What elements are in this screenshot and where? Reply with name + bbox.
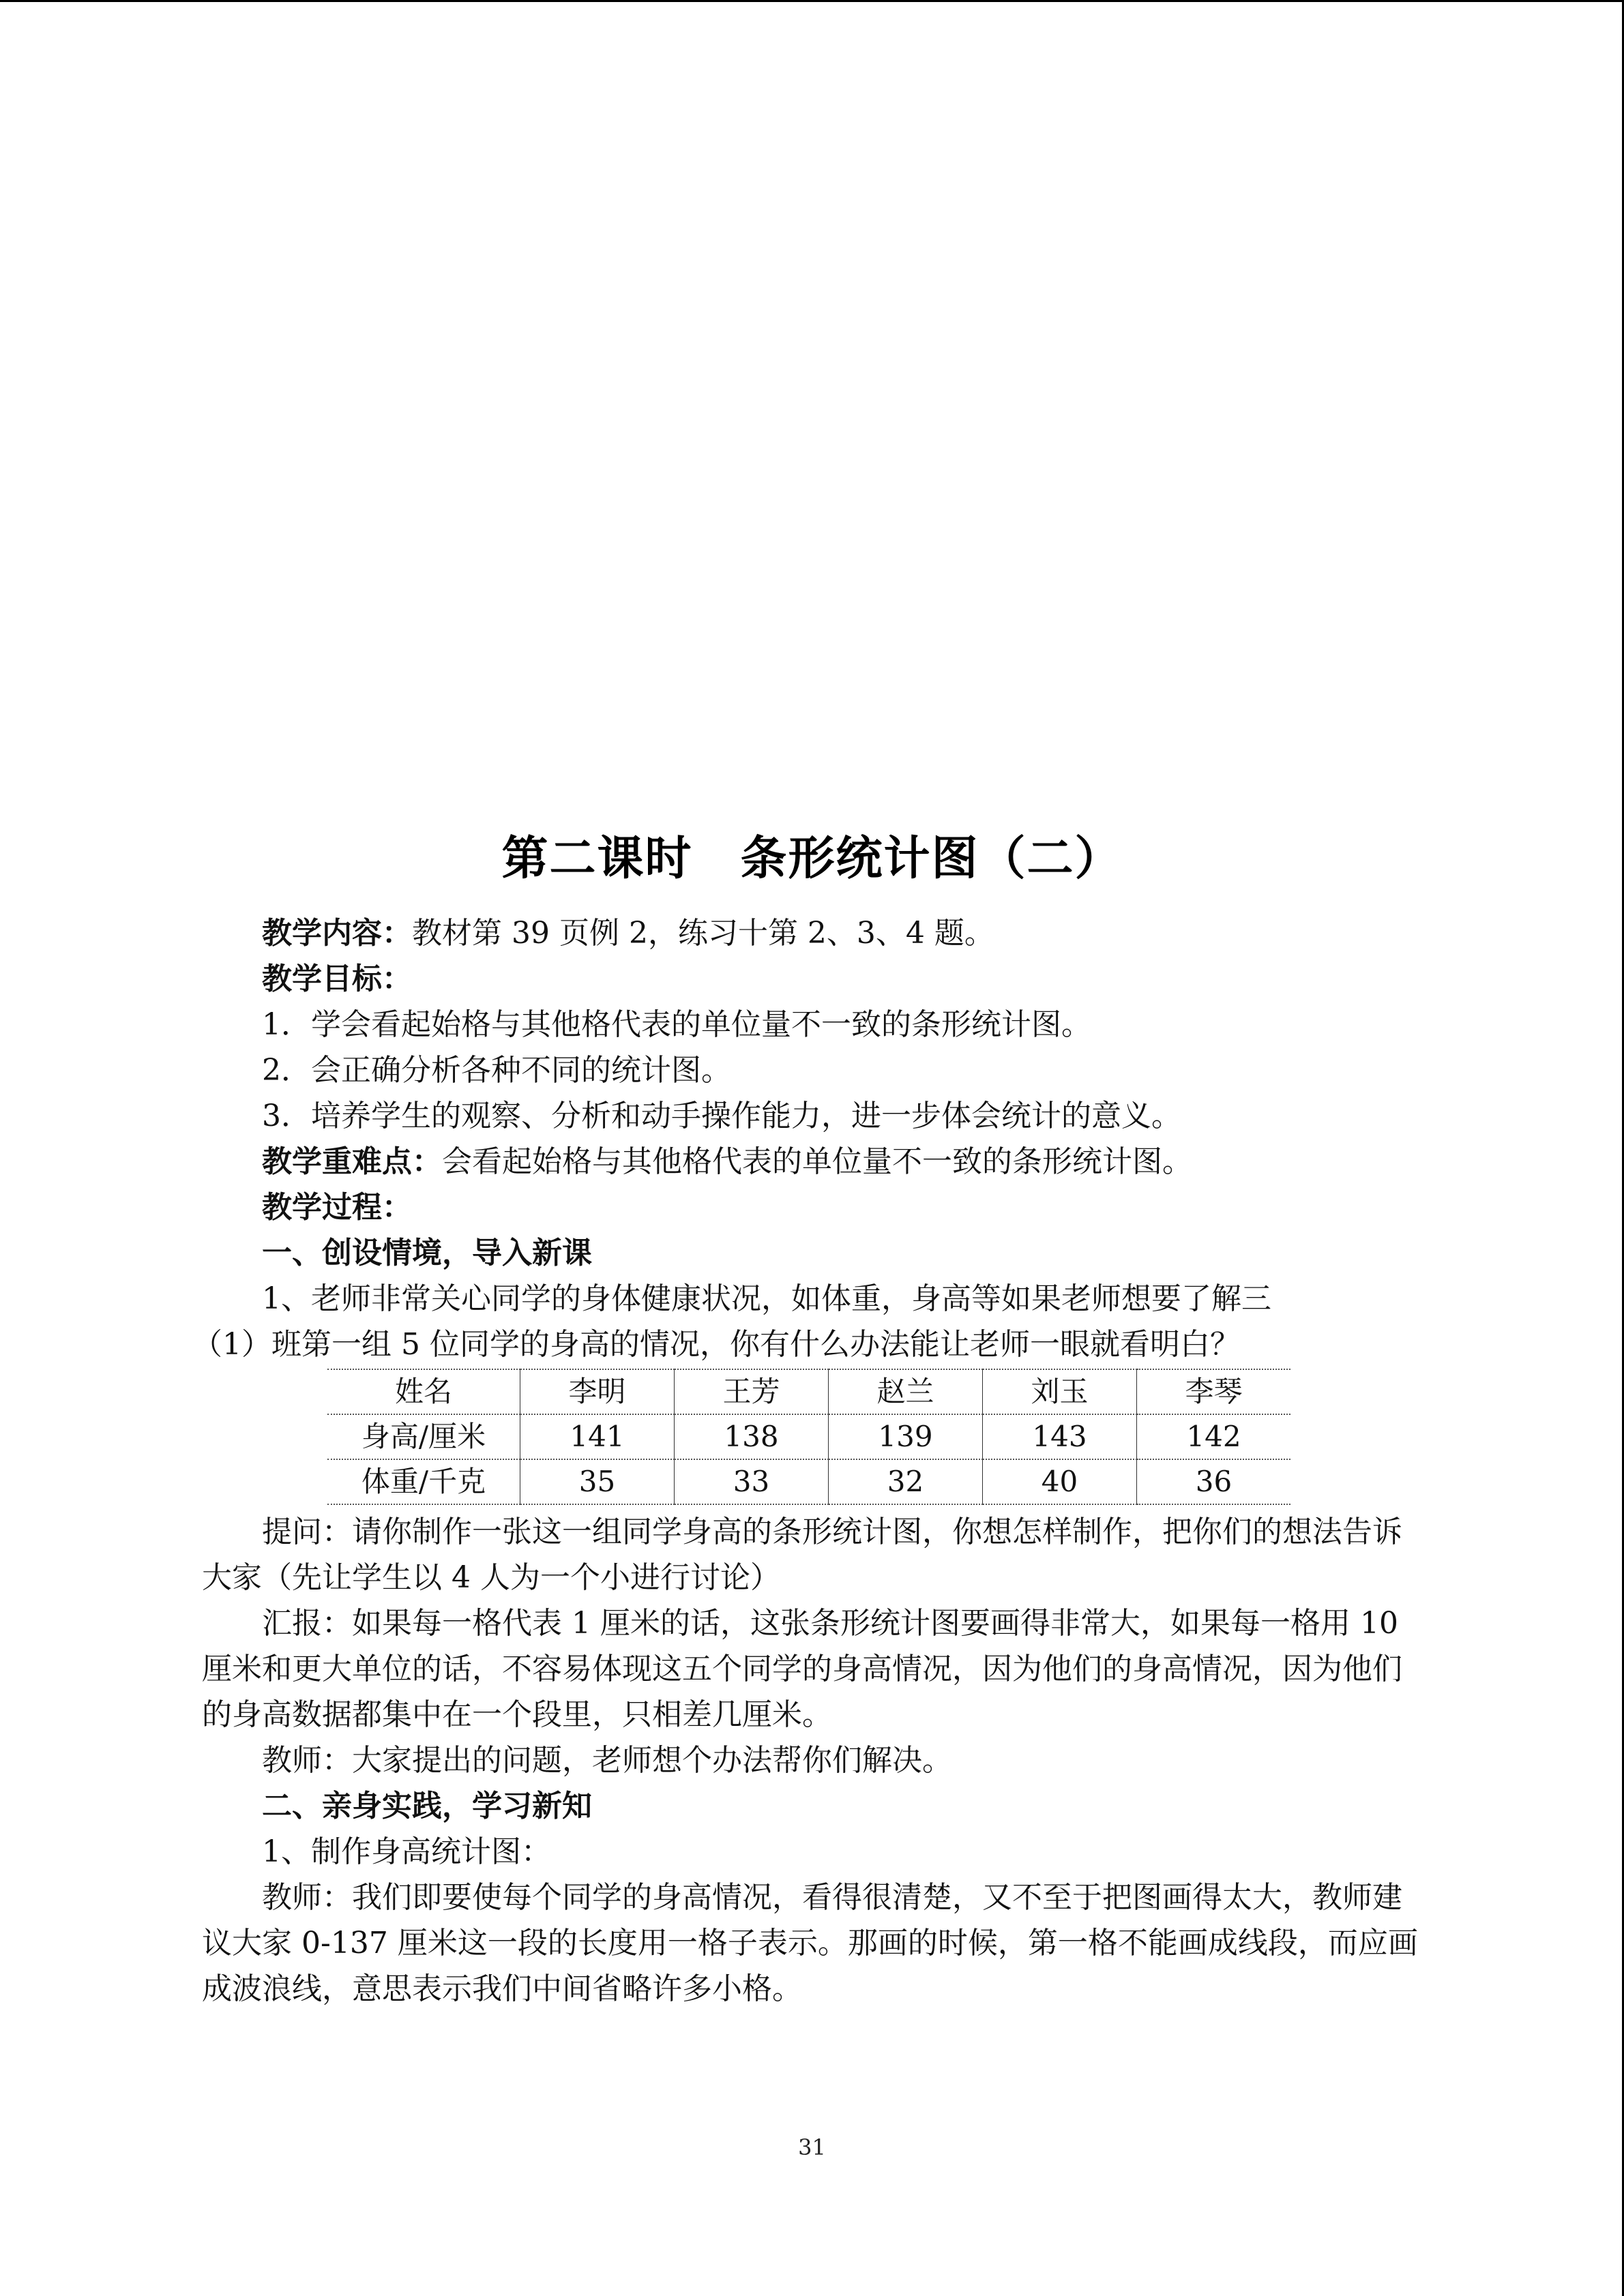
- table-cell: 身高/厘米: [327, 1414, 520, 1459]
- section-1-paragraph-line-1: 1、老师非常关心同学的身体健康状况，如体重，身高等如果老师想要了解三: [262, 1281, 1271, 1316]
- teaching-content-text: 教材第 39 页例 2，练习十第 2、3、4 题。: [412, 916, 994, 951]
- teacher-paragraph-1: 教师：大家提出的问题，老师想个办法帮你们解决。: [262, 1743, 952, 1778]
- table-cell: 李琴: [1137, 1369, 1291, 1414]
- table-cell: 体重/千克: [327, 1459, 520, 1504]
- table-cell: 李明: [520, 1369, 675, 1414]
- table-header-row: [327, 1369, 1290, 1414]
- key-points-line: [202, 1139, 1423, 1184]
- question-paragraph: [202, 1509, 1423, 1600]
- page-number: 31: [798, 2134, 826, 2160]
- teaching-content-label: 教学内容：: [262, 916, 412, 951]
- table-cell: 139: [829, 1414, 983, 1459]
- objective-item-1: 1．学会看起始格与其他格代表的单位量不一致的条形统计图。: [262, 1007, 1091, 1042]
- section-1-paragraph-line-2: （1）班第一组 5 位同学的身高的情况，你有什么办法能让老师一眼就看明白？: [192, 1327, 1240, 1362]
- table-row: [327, 1459, 1290, 1504]
- process-label: 教学过程：: [262, 1190, 412, 1225]
- section-2-item-1: 1、制作身高统计图：: [262, 1834, 551, 1869]
- table-cell: 33: [675, 1459, 829, 1504]
- table-cell: 40: [983, 1459, 1137, 1504]
- report-paragraph: [202, 1600, 1423, 1738]
- section-1-heading: 一、创设情境，导入新课: [262, 1236, 592, 1270]
- page-top-border: [0, 0, 1624, 2]
- lesson-body: [192, 910, 1423, 2012]
- table-cell: 141: [520, 1414, 675, 1459]
- lesson-title: 第二课时 条形统计图（二）: [501, 832, 1123, 886]
- table-cell: 赵兰: [829, 1369, 983, 1414]
- question-text: 提问：请你制作一张这一组同学身高的条形统计图，你想怎样制作，把你们的想法告诉大家（先让学生以 4 人为一个小进行讨论）: [202, 1515, 1402, 1595]
- table-cell: 36: [1137, 1459, 1291, 1504]
- report-text: 汇报：如果每一格代表 1 厘米的话，这张条形统计图要画得非常大，如果每一格用 10 厘米和更大单位的话，不容易体现这五个同学的身高情况，因为他们的身高情况，因为他们的身高数据都集中在一个段里，只相差几厘米。: [202, 1606, 1402, 1732]
- objective-item-2: 2．会正确分析各种不同的统计图。: [262, 1053, 731, 1088]
- teacher-paragraph-2: [202, 1875, 1423, 2012]
- table-cell: 王芳: [675, 1369, 829, 1414]
- table-cell: 143: [983, 1414, 1137, 1459]
- objective-item-3: 3．培养学生的观察、分析和动手操作能力，进一步体会统计的意义。: [262, 1099, 1181, 1133]
- key-points-label: 教学重难点：: [262, 1144, 442, 1179]
- table-cell: 姓名: [327, 1369, 520, 1414]
- table-row: [327, 1414, 1290, 1459]
- objectives-label: 教学目标：: [262, 961, 412, 996]
- section-2-heading: 二、亲身实践，学习新知: [262, 1789, 592, 1823]
- key-points-text: 会看起始格与其他格代表的单位量不一致的条形统计图。: [442, 1144, 1192, 1179]
- teacher-text-2: 教师：我们即要使每个同学的身高情况，看得很清楚，又不至于把图画得太大，教师建议大家 0-137 厘米这一段的长度用一格子表示。那画的时候，第一格不能画成线段，而应画成波浪线，意思表示我们中间省略许多小格。: [202, 1880, 1418, 2006]
- table-cell: 35: [520, 1459, 675, 1504]
- student-data-table: [327, 1369, 1290, 1505]
- teaching-content-line: [202, 910, 1423, 956]
- table-cell: 刘玉: [983, 1369, 1137, 1414]
- table-cell: 138: [675, 1414, 829, 1459]
- table-cell: 142: [1137, 1414, 1291, 1459]
- table-cell: 32: [829, 1459, 983, 1504]
